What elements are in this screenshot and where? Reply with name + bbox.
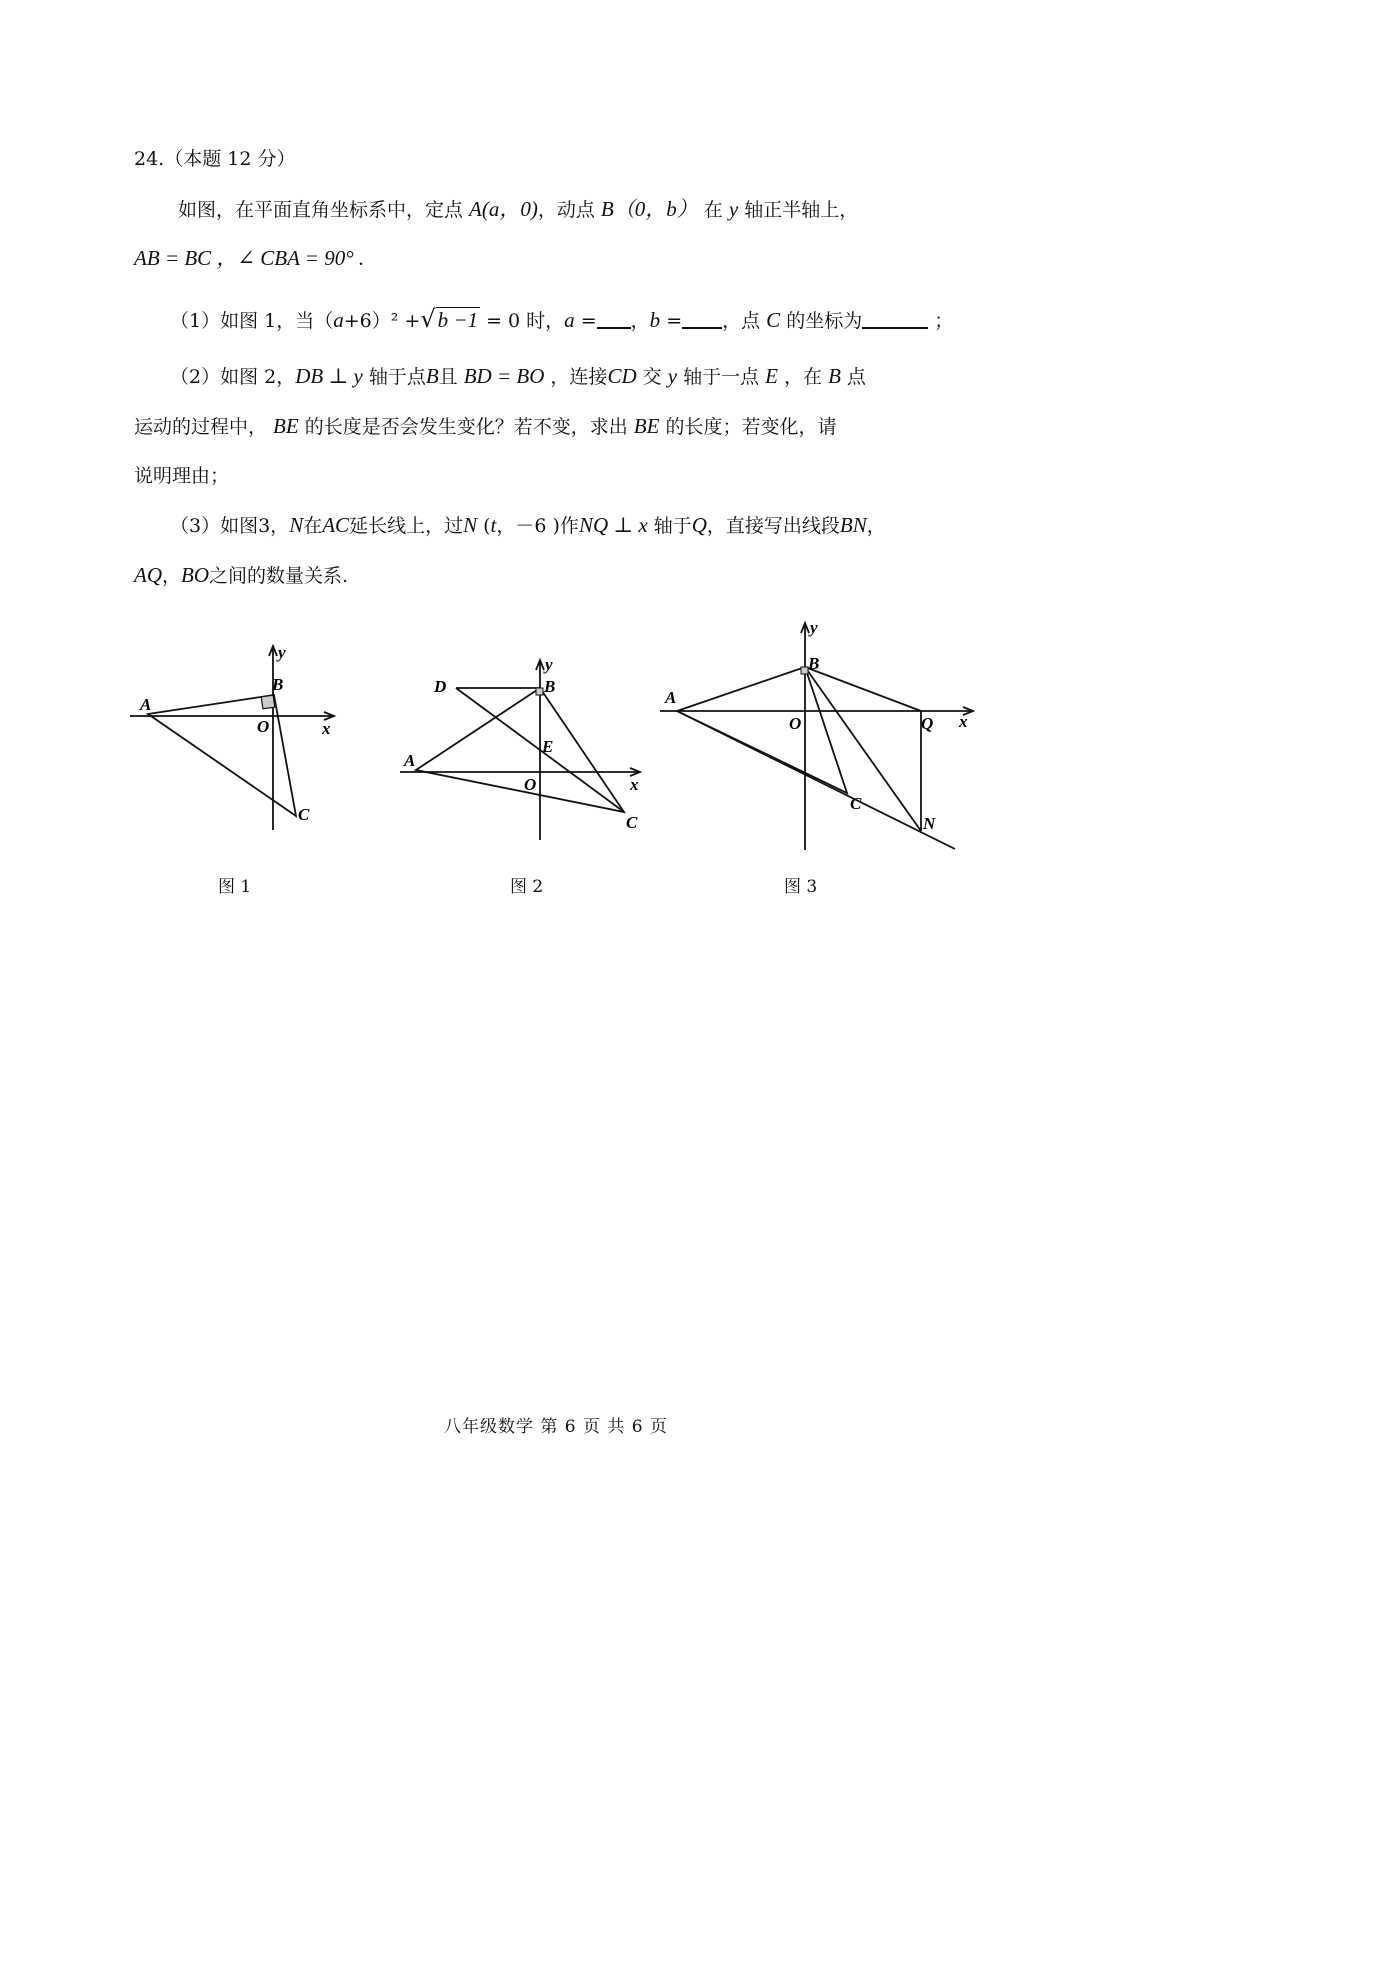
q3-math: BN	[839, 513, 867, 537]
label-c: C	[298, 805, 310, 824]
label-b: B	[272, 675, 284, 694]
figure-2-caption: 图 2	[510, 877, 544, 897]
point-c: C	[766, 308, 781, 332]
q2-text: 的长度是否会发生变化？若不变，求出	[298, 416, 634, 438]
right-angle-mark	[801, 667, 808, 674]
q3-math: AQ	[134, 563, 162, 587]
label-y: y	[278, 643, 286, 662]
right-angle-mark	[536, 688, 543, 695]
q2-text: 的长度；若变化，请	[659, 416, 837, 438]
q3-text: (	[477, 515, 491, 537]
q1-text: ；	[928, 310, 954, 332]
figure-1-caption: 图 1	[218, 877, 252, 897]
label-x: x	[322, 719, 331, 738]
figure-3-caption: 图 3	[784, 877, 818, 897]
figure-3-diagram	[655, 615, 985, 855]
q2-math: y	[667, 364, 678, 388]
intro-line-2: AB = BC ，∠ CBA = 90° .	[134, 246, 365, 270]
q1-text: =	[660, 310, 683, 332]
q2-text: 且	[438, 366, 464, 388]
intro-text: 在	[697, 199, 729, 221]
label-o: O	[524, 775, 537, 794]
figure-2	[390, 650, 650, 850]
q2-math: B	[828, 364, 841, 388]
q1-text: +6）² +	[343, 310, 421, 332]
triangle-abc	[677, 667, 847, 793]
var-a: a	[564, 308, 575, 332]
problem-header: 24.（本题 12 分）	[134, 148, 296, 170]
label-a: A	[140, 695, 152, 714]
q3-math: N	[289, 513, 304, 537]
q3-math: AC	[322, 513, 350, 537]
q2-math: CD	[607, 364, 637, 388]
q3-text: ，－6 )作	[496, 515, 579, 537]
triangle-abc	[416, 688, 624, 812]
label-q: Q	[921, 714, 934, 733]
q2-text: 运动的过程中，	[134, 416, 274, 438]
var-b: b	[649, 308, 661, 332]
point-a-def: A(a，0)	[469, 197, 538, 221]
question-3	[170, 512, 886, 539]
q2-math: BE	[273, 414, 299, 438]
label-b: B	[544, 677, 556, 696]
q3-text: ，直接写出线段	[706, 515, 840, 537]
label-x: x	[959, 712, 968, 731]
intro-text: 如图，在平面直角坐标系中，定点	[178, 199, 470, 221]
label-o: O	[789, 714, 802, 733]
answer-blank-b[interactable]	[682, 309, 722, 329]
q1-text: 的坐标为	[780, 310, 863, 332]
q3-math: BO	[181, 563, 210, 587]
segment-bq	[805, 667, 921, 711]
label-e: E	[542, 737, 554, 756]
q3-text: ，	[162, 565, 182, 587]
intro-text: 轴正半轴上，	[738, 199, 859, 221]
q3-text: 在	[303, 515, 323, 537]
q2-text: 交	[636, 366, 668, 388]
q2-text: ，在	[777, 366, 829, 388]
label-d: D	[434, 677, 447, 696]
figure-1-diagram	[120, 640, 350, 840]
label-y: y	[810, 618, 818, 637]
q2-math: DB ⊥ y	[295, 364, 363, 388]
q2-text: 轴于一点	[677, 366, 766, 388]
figure-1	[120, 640, 350, 840]
var-a: a	[333, 308, 344, 332]
q2-math: B	[425, 364, 439, 388]
q1-text: （1）如图 1，当（	[170, 310, 334, 332]
q2-text: 轴于点	[362, 366, 426, 388]
q3-text: 轴于	[647, 515, 692, 537]
label-c: C	[626, 813, 638, 832]
intro-text: ，动点	[537, 199, 601, 221]
page-footer: 八年级数学 第 6 页 共 6 页	[443, 1417, 669, 1437]
label-a: A	[404, 751, 416, 770]
label-o: O	[257, 717, 270, 736]
q3-math: NQ ⊥ x	[578, 513, 648, 537]
q1-text: =	[574, 310, 597, 332]
right-angle-mark	[261, 695, 275, 709]
label-x: x	[630, 775, 639, 794]
q1-text: ，点	[722, 310, 767, 332]
label-a: A	[665, 688, 677, 707]
question-3-line-2	[134, 562, 348, 589]
figure-2-diagram	[390, 650, 650, 850]
point-b-def: B（0，b）	[600, 197, 698, 221]
label-n: N	[923, 814, 936, 833]
sqrt-expression: √b −1	[420, 305, 479, 333]
q2-math: E	[765, 364, 778, 388]
q3-text: 延长线上，过	[349, 515, 464, 537]
q3-text: ，	[866, 515, 886, 537]
q1-text: ，	[630, 310, 650, 332]
q2-math: BD = BO	[463, 364, 545, 388]
q2-math: BE	[633, 414, 660, 438]
answer-blank-a[interactable]	[597, 309, 631, 329]
axis-y: y	[728, 197, 739, 221]
q2-text: 点	[840, 366, 866, 388]
question-2-line-3: 说明理由；	[134, 465, 230, 487]
q2-text: （2）如图 2，	[170, 366, 296, 388]
segment-bn	[805, 667, 921, 831]
q3-math: N	[463, 513, 478, 537]
q2-text: ，连接	[544, 366, 608, 388]
sqrt-radicand: b −1	[437, 308, 479, 332]
label-c: C	[850, 794, 862, 813]
intro-line-1	[178, 196, 858, 223]
q3-text: （3）如图3，	[170, 515, 290, 537]
label-y: y	[545, 655, 553, 674]
label-b: B	[808, 654, 820, 673]
q3-math: t	[490, 513, 497, 537]
q3-math: Q	[691, 513, 707, 537]
question-2-line-2	[134, 413, 837, 440]
question-2	[170, 363, 866, 390]
answer-blank-c[interactable]	[862, 309, 928, 329]
question-1	[170, 306, 953, 334]
q1-text: = 0 时，	[480, 310, 565, 332]
q3-text: 之间的数量关系.	[209, 565, 349, 587]
figure-3	[655, 615, 985, 855]
